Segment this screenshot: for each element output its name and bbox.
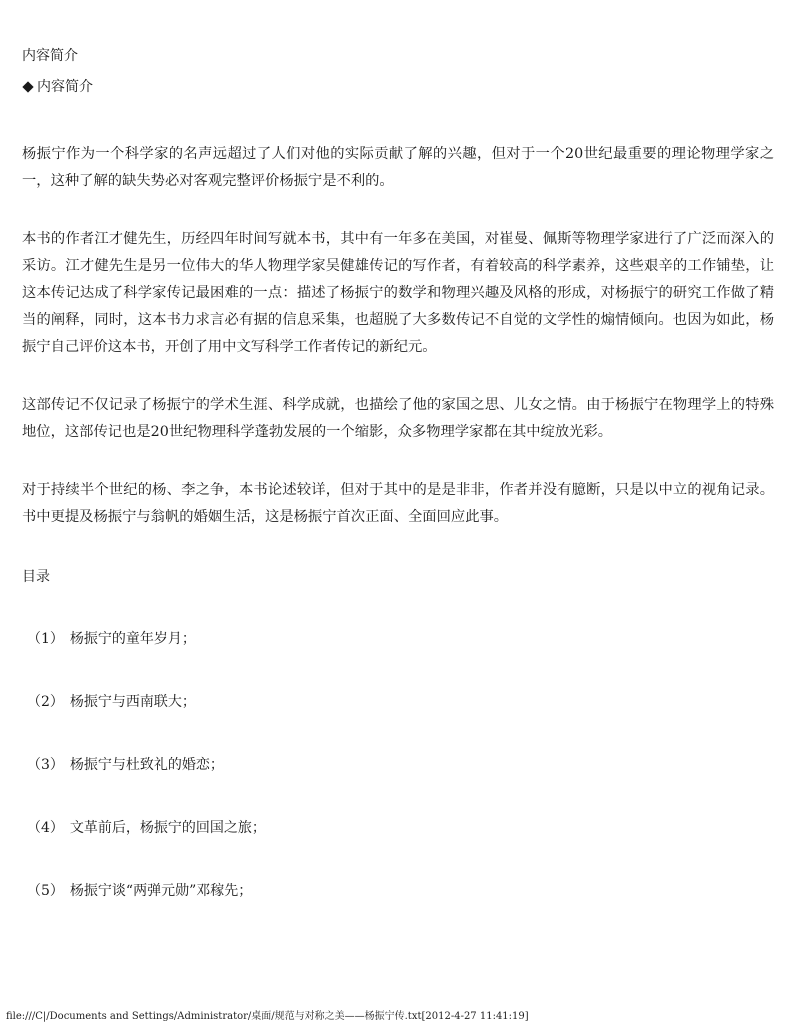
intro-paragraph-4: 对于持续半个世纪的杨、李之争，本书论述较详，但对于其中的是是非非，作者并没有臆断，只是以中立的视角记录。书中更提及杨振宁与翁帆的婚姻生活，这是杨振宁首次正面、全面回应此事。 xyxy=(22,482,774,525)
document-page xyxy=(22,42,774,905)
toc-item-number: （5） xyxy=(27,883,64,899)
toc-item-number: （3） xyxy=(27,757,64,773)
toc-item xyxy=(22,688,774,716)
toc-item xyxy=(22,814,774,842)
intro-paragraph-3: 这部传记不仅记录了杨振宁的学术生涯、科学成就，也描绘了他的家国之思、儿女之情。由于杨振宁在物理学上的特殊地位，这部传记也是20世纪物理科学蓬勃发展的一个缩影，众多物理学家都在其中绽放光彩。 xyxy=(22,397,774,440)
toc-item xyxy=(22,625,774,653)
toc-list xyxy=(22,625,774,905)
toc-item-number: （1） xyxy=(27,631,64,647)
toc-item-number: （2） xyxy=(27,694,64,710)
toc-item xyxy=(22,751,774,779)
diamond-icon xyxy=(22,81,33,92)
toc-item-text: 杨振宁与杜致礼的婚恋； xyxy=(69,757,224,773)
toc-item-text: 文革前后，杨振宁的回国之旅； xyxy=(69,820,266,836)
intro-paragraph-1: 杨振宁作为一个科学家的名声远超过了人们对他的实际贡献了解的兴趣，但对于一个20世纪最重要的理论物理学家之一，这种了解的缺失势必对客观完整评价杨振宁是不利的。 xyxy=(22,146,774,189)
section-subheading xyxy=(22,73,774,101)
toc-item xyxy=(22,877,774,905)
file-path-footer: file:///C|/Documents and Settings/Administrator/桌面/规范与对称之美——杨振宁传.txt[2012-4-27 11:41:19] xyxy=(6,1011,529,1022)
toc-item-number: （4） xyxy=(27,820,64,836)
toc-item-text: 杨振宁谈“两弹元勋”邓稼先； xyxy=(69,883,253,899)
intro-paragraph-2: 本书的作者江才健先生，历经四年时间写就本书，其中有一年多在美国，对崔曼、佩斯等物理学家进行了广泛而深入的采访。江才健先生是另一位伟大的华人物理学家吴健雄传记的写作者，有着较高的科学素养，这些艰辛的工作铺垫，让这本传记达成了科学家传记最困难的一点：描述了杨振宁的数学和物理兴趣及风格的形成，对杨振宁的研究工作做了精当的阐释，同时，这本书力求言必有据的信息采集，也超脱了大多数传记不自觉的文学性的煽情倾向。也因为如此，杨振宁自己评价这本书，开创了用中文写科学工作者传记的新纪元。 xyxy=(22,231,774,355)
section-heading: 内容简介 xyxy=(22,48,78,64)
subheading-text: 内容简介 xyxy=(37,79,93,95)
toc-item-text: 杨振宁的童年岁月； xyxy=(69,631,196,647)
toc-item-text: 杨振宁与西南联大； xyxy=(69,694,196,710)
toc-title: 目录 xyxy=(22,569,50,585)
